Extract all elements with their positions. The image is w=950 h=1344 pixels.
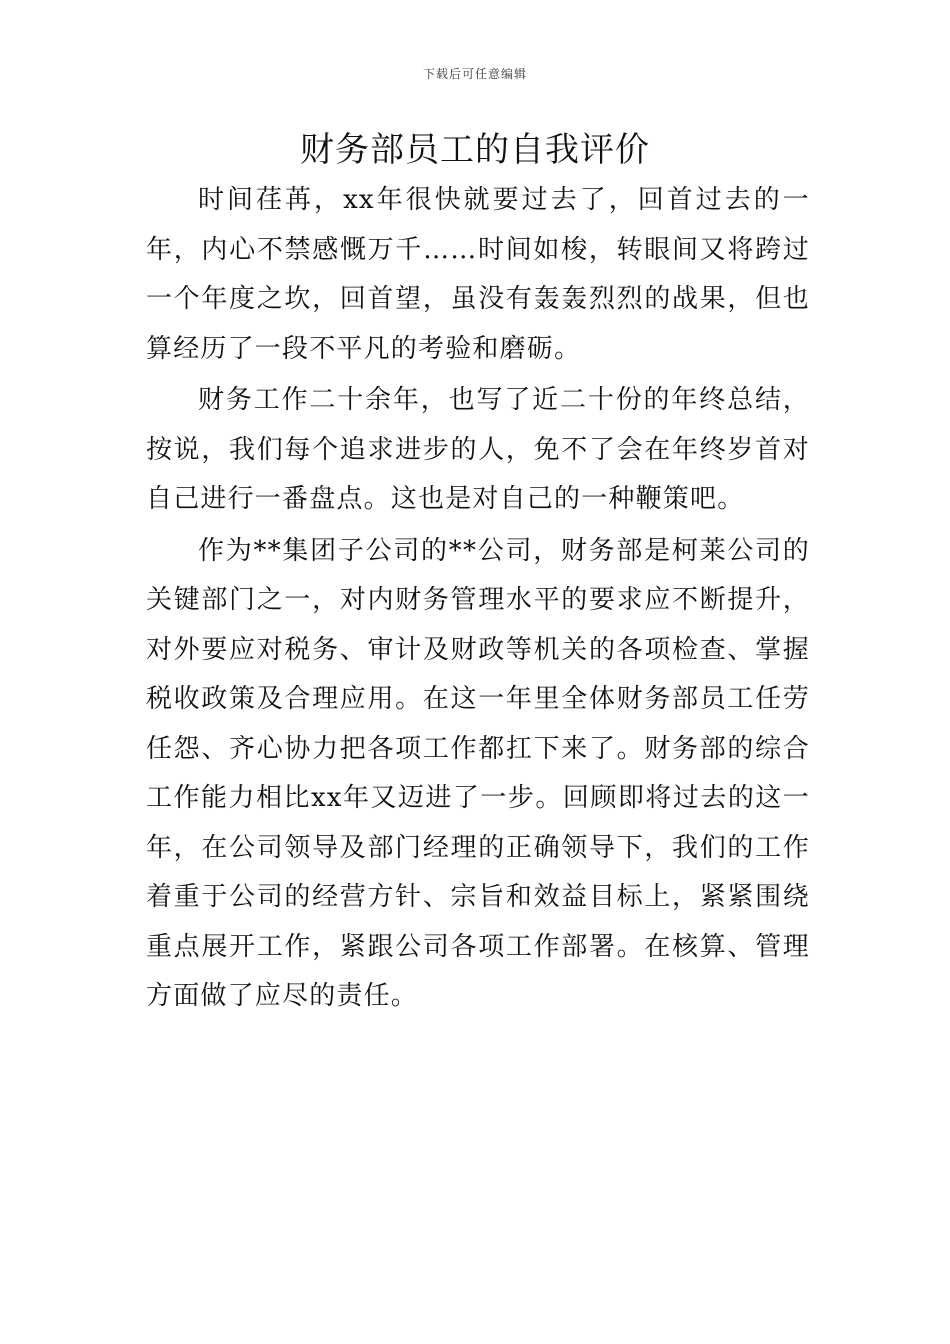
paragraph-1: 时间荏苒，xx年很快就要过去了，回首过去的一年，内心不禁感慨万千……时间如梭，转眼间又将跨过一个年度之坎，回首望，虽没有轰轰烈烈的战果，但也算经历了一段不平凡的考验和磨砺。 xyxy=(146,185,810,364)
document-title: 财务部员工的自我评价 xyxy=(300,130,650,170)
paragraph-2: 财务工作二十余年，也写了近二十份的年终总结，按说，我们每个追求进步的人，免不了会在年终岁首对自己进行一番盘点。这也是对自己的一种鞭策吧。 xyxy=(146,385,810,514)
document-body xyxy=(146,176,810,1024)
paragraph-3: 作为**集团子公司的**公司，财务部是柯莱公司的关键部门之一，对内财务管理水平的要求应不断提升，对外要应对税务、审计及财政等机关的各项检查、掌握税收政策及合理应用。在这一年里全体财务部员工任劳任怨、齐心协力把各项工作都扛下来了。财务部的综合工作能力相比xx年又迈进了一步。回顾即将过去的这一年，在公司领导及部门经理的正确领导下，我们的工作着重于公司的经营方针、宗旨和效益目标上，紧紧围绕重点展开工作，紧跟公司各项工作部署。在核算、管理方面做了应尽的责任。 xyxy=(146,535,810,1011)
header-note: 下载后可任意编辑 xyxy=(422,67,527,81)
